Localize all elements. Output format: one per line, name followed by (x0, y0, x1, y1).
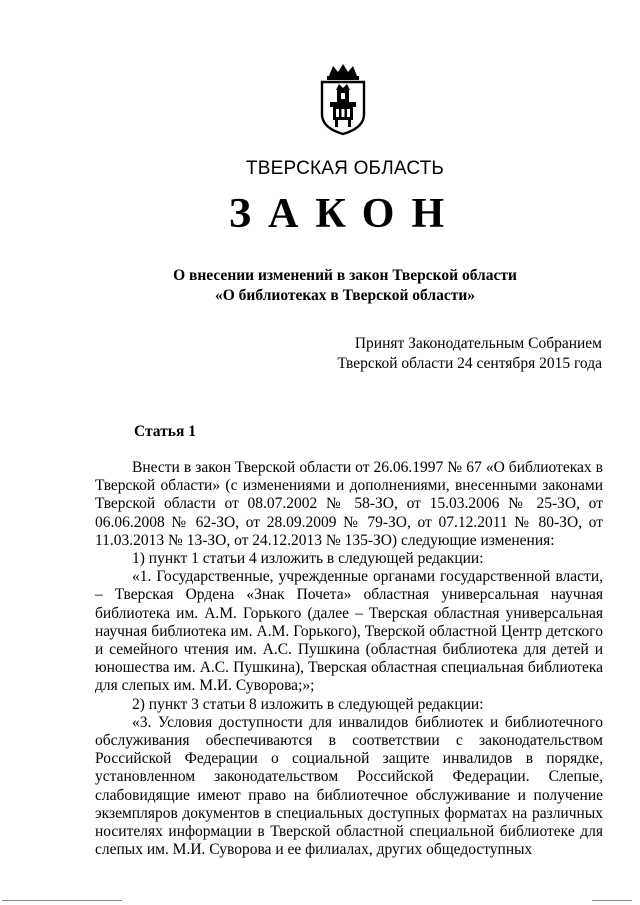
adoption-line-2: Тверской области 24 сентября 2015 года (337, 355, 602, 372)
article-heading: Статья 1 (134, 423, 196, 440)
paragraph-item-1: 1) пункт 1 статьи 4 изложить в следующей редакции: (132, 550, 484, 568)
scan-edge-left (2, 900, 122, 901)
scan-edge-right (592, 900, 632, 901)
region-name: ТВЕРСКАЯ ОБЛАСТЬ (245, 158, 445, 179)
law-title: ЗАКОН (228, 191, 462, 237)
adoption-line-1: Принят Законодательным Собранием (354, 335, 602, 352)
subtitle-line-2: «О библиотеках в Тверской области» (214, 287, 476, 304)
paragraph-item-1-text: «1. Государственные, учрежденные органами государственной власти, – Тверская Ордена «Знак Почета» областная универсальная научная библиотека им. А.М. Горького (далее – Тверская областная универсальная научная библиотека им. А.М. Горького), Тверской областной Центр детского и семейного чтения им. А.С. Пушкина (областная библиотека для детей и юношества им. А.С. Пушкина), Тверская областная специальная библиотека для слепых им. М.И. Суворова;»; (95, 568, 603, 695)
subtitle-line-1: О внесении изменений в закон Тверской области (173, 267, 517, 284)
paragraph-item-2-text: «3. Условия доступности для инвалидов библиотек и библиотечного обслуживания обеспечиваются в соответствии с законодательством Российской Федерации о социальной защите инвалидов в порядке, установленном законодательством Российской Федерации. Слепые, слабовидящие имеют право на библиотечное обслуживание и получение экземпляров документов в специальных доступных форматах на различных носителях информации в Тверской областной специальной библиотеке для слепых им. М.И. Суворова и ее филиалах, других общедоступных (95, 713, 603, 859)
law-subtitle (0, 266, 640, 306)
paragraph-item-2: 2) пункт 3 статьи 8 изложить в следующей редакции: (132, 695, 484, 713)
coat-of-arms-icon (319, 62, 367, 136)
adoption-note (337, 334, 602, 374)
paragraph-intro: Внести в закон Тверской области от 26.06.1997 № 67 «О библиотеках в Тверской области» (с изменениями и дополнениями, внесенными законами Тверской области от 08.07.2002 № 58-ЗО, от 15.03.2006 № 25-ЗО, от 06.06.2008 № 62-ЗО, от 28.09.2009 № 79-ЗО, от 07.12.2011 № 80-ЗО, от 11.03.2013 № 13-ЗО, от 24.12.2013 № 135-ЗО) следующие изменения: (95, 459, 603, 549)
article-body (95, 459, 603, 859)
